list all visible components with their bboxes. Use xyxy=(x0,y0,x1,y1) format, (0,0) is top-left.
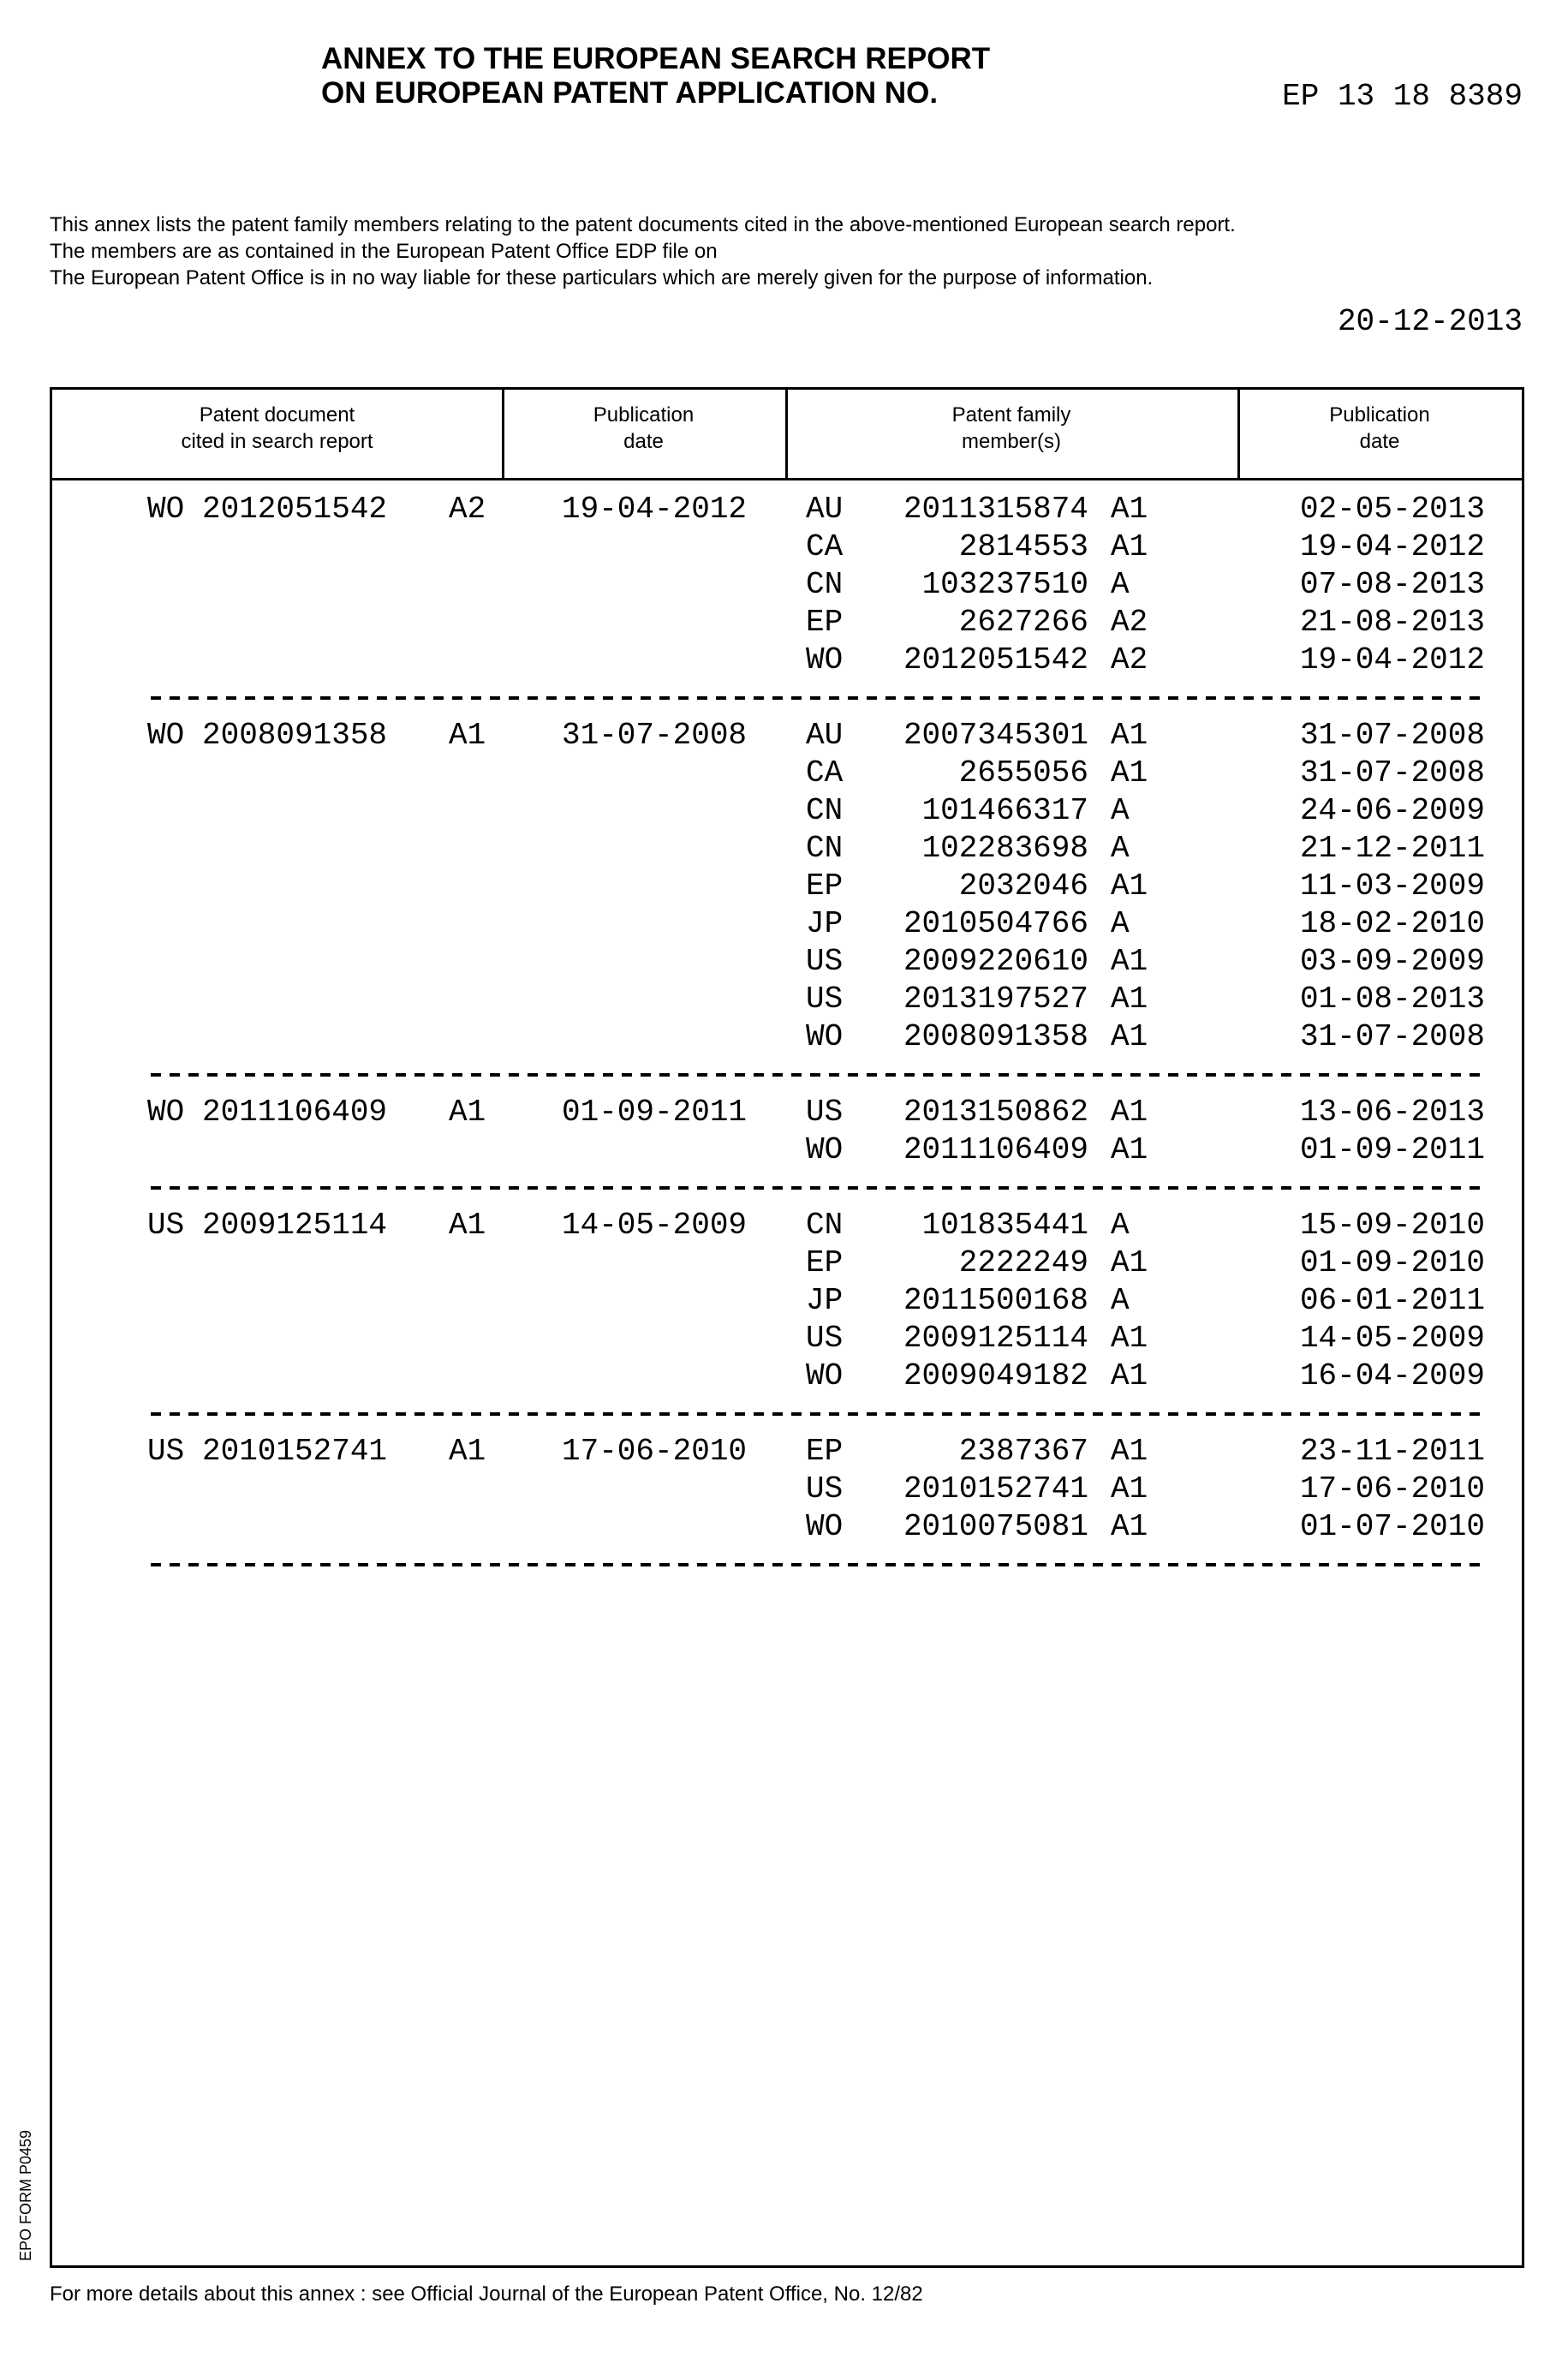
member-country: US xyxy=(806,1320,843,1358)
member-kind: A1 xyxy=(1111,1094,1148,1131)
member-number: 2010504766 xyxy=(903,905,1088,943)
member-number: 2007345301 xyxy=(903,717,1088,755)
member-country: AU xyxy=(806,491,843,528)
header-text: member(s) xyxy=(785,428,1237,455)
member-number: 103237510 xyxy=(922,566,1088,604)
member-number: 2010152741 xyxy=(903,1471,1088,1508)
member-publication-date: 07-08-2013 xyxy=(1300,566,1485,604)
member-country: WO xyxy=(806,641,843,679)
cited-number: 2012051542 xyxy=(202,491,387,528)
cited-country: WO xyxy=(147,491,184,528)
title-line-2: ON EUROPEAN PATENT APPLICATION NO. xyxy=(321,77,938,110)
cited-number: 2011106409 xyxy=(202,1094,387,1131)
member-kind: A1 xyxy=(1111,868,1148,905)
cited-kind: A2 xyxy=(449,491,486,528)
cited-publication-date: 01-09-2011 xyxy=(562,1094,747,1131)
member-kind: A xyxy=(1111,1282,1130,1320)
cited-publication-date: 31-07-2008 xyxy=(562,717,747,755)
member-country: CN xyxy=(806,792,843,830)
member-publication-date: 23-11-2011 xyxy=(1300,1433,1485,1471)
member-kind: A1 xyxy=(1111,1131,1148,1169)
header-text: Patent document xyxy=(52,402,502,428)
member-publication-date: 31-07-2008 xyxy=(1300,717,1485,755)
member-country: US xyxy=(806,943,843,981)
member-country: AU xyxy=(806,717,843,755)
member-publication-date: 21-12-2011 xyxy=(1300,830,1485,868)
cited-publication-date: 17-06-2010 xyxy=(562,1433,747,1471)
member-country: CA xyxy=(806,755,843,792)
cited-publication-date: 19-04-2012 xyxy=(562,491,747,528)
cited-country: WO xyxy=(147,1094,184,1131)
member-number: 2032046 xyxy=(959,868,1088,905)
member-number: 2627266 xyxy=(959,604,1088,641)
member-kind: A1 xyxy=(1111,981,1148,1018)
intro-line-3: The European Patent Office is in no way liable for these particulars which are merely given for the purpose of information. xyxy=(50,266,1153,291)
header-family-members xyxy=(785,402,1237,455)
member-country: EP xyxy=(806,1433,843,1471)
member-publication-date: 03-09-2009 xyxy=(1300,943,1485,981)
group-separator xyxy=(151,1563,1485,1566)
member-kind: A xyxy=(1111,830,1130,868)
member-kind: A1 xyxy=(1111,755,1148,792)
member-publication-date: 11-03-2009 xyxy=(1300,868,1485,905)
member-publication-date: 02-05-2013 xyxy=(1300,491,1485,528)
intro-line-2: The members are as contained in the European Patent Office EDP file on xyxy=(50,239,718,265)
member-publication-date: 31-07-2008 xyxy=(1300,1018,1485,1056)
member-country: CA xyxy=(806,528,843,566)
group-separator xyxy=(151,696,1485,700)
member-country: EP xyxy=(806,604,843,641)
member-kind: A1 xyxy=(1111,491,1148,528)
member-kind: A2 xyxy=(1111,604,1148,641)
member-publication-date: 19-04-2012 xyxy=(1300,528,1485,566)
member-publication-date: 31-07-2008 xyxy=(1300,755,1485,792)
member-publication-date: 14-05-2009 xyxy=(1300,1320,1485,1358)
member-number: 102283698 xyxy=(922,830,1088,868)
member-publication-date: 01-09-2011 xyxy=(1300,1131,1485,1169)
member-country: US xyxy=(806,1094,843,1131)
member-publication-date: 24-06-2009 xyxy=(1300,792,1485,830)
member-kind: A xyxy=(1111,566,1130,604)
member-publication-date: 18-02-2010 xyxy=(1300,905,1485,943)
member-publication-date: 01-09-2010 xyxy=(1300,1244,1485,1282)
member-number: 2013197527 xyxy=(903,981,1088,1018)
member-publication-date: 15-09-2010 xyxy=(1300,1207,1485,1244)
member-publication-date: 13-06-2013 xyxy=(1300,1094,1485,1131)
member-number: 2009220610 xyxy=(903,943,1088,981)
member-publication-date: 01-07-2010 xyxy=(1300,1508,1485,1546)
header-member-publication-date xyxy=(1237,402,1522,455)
member-kind: A1 xyxy=(1111,1358,1148,1395)
member-country: JP xyxy=(806,905,843,943)
member-country: WO xyxy=(806,1018,843,1056)
member-publication-date: 06-01-2011 xyxy=(1300,1282,1485,1320)
header-cited-document xyxy=(52,402,502,455)
member-number: 2011500168 xyxy=(903,1282,1088,1320)
member-number: 2008091358 xyxy=(903,1018,1088,1056)
member-number: 2387367 xyxy=(959,1433,1088,1471)
header-text: Publication xyxy=(502,402,785,428)
member-country: CN xyxy=(806,566,843,604)
member-publication-date: 21-08-2013 xyxy=(1300,604,1485,641)
member-kind: A2 xyxy=(1111,641,1148,679)
annex-page xyxy=(0,0,1568,2357)
title-line-1: ANNEX TO THE EUROPEAN SEARCH REPORT xyxy=(321,43,990,75)
member-kind: A1 xyxy=(1111,1508,1148,1546)
header-text: cited in search report xyxy=(52,428,502,455)
cited-kind: A1 xyxy=(449,1094,486,1131)
cited-country: US xyxy=(147,1207,184,1244)
group-separator xyxy=(151,1073,1485,1077)
application-number: EP 13 18 8389 xyxy=(1282,79,1523,114)
member-number: 101466317 xyxy=(922,792,1088,830)
intro-line-1: This annex lists the patent family members relating to the patent documents cited in the above-mentioned European search report. xyxy=(50,212,1236,238)
member-number: 2814553 xyxy=(959,528,1088,566)
form-id: EPO FORM P0459 xyxy=(17,2130,35,2261)
member-country: WO xyxy=(806,1358,843,1395)
member-number: 2011106409 xyxy=(903,1131,1088,1169)
member-country: EP xyxy=(806,1244,843,1282)
member-publication-date: 16-04-2009 xyxy=(1300,1358,1485,1395)
member-kind: A xyxy=(1111,792,1130,830)
member-kind: A1 xyxy=(1111,1433,1148,1471)
member-publication-date: 01-08-2013 xyxy=(1300,981,1485,1018)
member-kind: A1 xyxy=(1111,943,1148,981)
member-number: 2009125114 xyxy=(903,1320,1088,1358)
member-number: 2010075081 xyxy=(903,1508,1088,1546)
cited-number: 2010152741 xyxy=(202,1433,387,1471)
member-publication-date: 19-04-2012 xyxy=(1300,641,1485,679)
member-country: US xyxy=(806,981,843,1018)
cited-number: 2009125114 xyxy=(202,1207,387,1244)
header-text: date xyxy=(1237,428,1522,455)
member-country: CN xyxy=(806,830,843,868)
member-number: 2655056 xyxy=(959,755,1088,792)
cited-country: US xyxy=(147,1433,184,1471)
footer-note: For more details about this annex : see Official Journal of the European Patent Office, No. 12/82 xyxy=(50,2282,923,2306)
cited-country: WO xyxy=(147,717,184,755)
member-number: 2009049182 xyxy=(903,1358,1088,1395)
member-kind: A xyxy=(1111,905,1130,943)
member-country: CN xyxy=(806,1207,843,1244)
member-kind: A1 xyxy=(1111,1018,1148,1056)
header-text: Patent family xyxy=(785,402,1237,428)
member-kind: A1 xyxy=(1111,1244,1148,1282)
member-number: 2013150862 xyxy=(903,1094,1088,1131)
member-country: US xyxy=(806,1471,843,1508)
member-kind: A1 xyxy=(1111,717,1148,755)
member-country: JP xyxy=(806,1282,843,1320)
member-number: 101835441 xyxy=(922,1207,1088,1244)
report-date: 20-12-2013 xyxy=(1338,304,1523,339)
member-kind: A1 xyxy=(1111,528,1148,566)
member-number: 2222249 xyxy=(959,1244,1088,1282)
header-publication-date xyxy=(502,402,785,455)
member-kind: A xyxy=(1111,1207,1130,1244)
member-kind: A1 xyxy=(1111,1320,1148,1358)
member-number: 2012051542 xyxy=(903,641,1088,679)
header-divider xyxy=(52,478,1522,480)
member-number: 2011315874 xyxy=(903,491,1088,528)
cited-kind: A1 xyxy=(449,1433,486,1471)
cited-kind: A1 xyxy=(449,1207,486,1244)
cited-number: 2008091358 xyxy=(202,717,387,755)
member-country: EP xyxy=(806,868,843,905)
cited-kind: A1 xyxy=(449,717,486,755)
group-separator xyxy=(151,1412,1485,1416)
header-text: date xyxy=(502,428,785,455)
header-text: Publication xyxy=(1237,402,1522,428)
group-separator xyxy=(151,1186,1485,1190)
member-publication-date: 17-06-2010 xyxy=(1300,1471,1485,1508)
member-kind: A1 xyxy=(1111,1471,1148,1508)
member-country: WO xyxy=(806,1508,843,1546)
member-country: WO xyxy=(806,1131,843,1169)
cited-publication-date: 14-05-2009 xyxy=(562,1207,747,1244)
